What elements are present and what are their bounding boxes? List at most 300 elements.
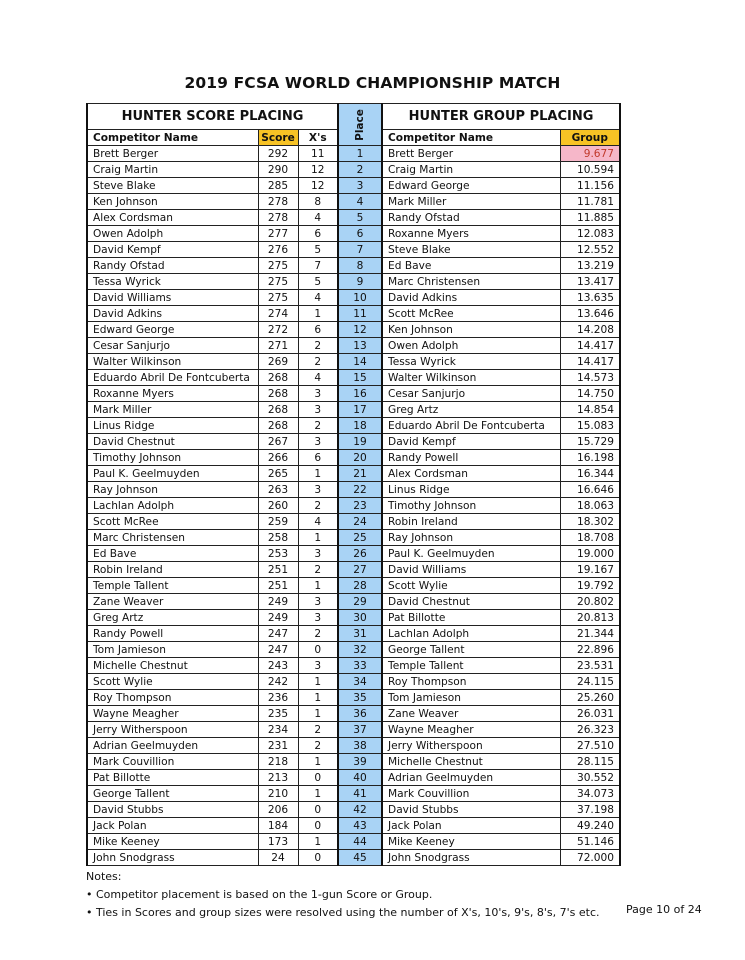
table-row [87,546,620,562]
score-value: 251 [258,562,298,578]
xs-value: 12 [298,162,338,178]
xs-value: 5 [298,242,338,258]
table-row [87,658,620,674]
xs-value: 6 [298,226,338,242]
score-competitor-name: Mark Miller [87,402,258,418]
score-competitor-name: David Adkins [87,306,258,322]
group-value: 20.813 [560,610,620,626]
group-value: 13.219 [560,258,620,274]
place-number: 43 [338,818,382,834]
results-body [87,146,620,866]
score-competitor-name: Scott McRee [87,514,258,530]
table-row [87,610,620,626]
xs-value: 4 [298,370,338,386]
group-competitor-name: Ray Johnson [382,530,560,546]
xs-value: 4 [298,210,338,226]
score-competitor-name: Paul K. Geelmuyden [87,466,258,482]
group-competitor-name: Pat Billotte [382,610,560,626]
group-competitor-name: David Kempf [382,434,560,450]
score-competitor-name: Brett Berger [87,146,258,162]
score-competitor-name: Scott Wylie [87,674,258,690]
score-value: 268 [258,370,298,386]
score-value: 206 [258,802,298,818]
place-label: Place [354,108,367,141]
score-value: 266 [258,450,298,466]
group-competitor-name: Eduardo Abril De Fontcuberta [382,418,560,434]
group-value: 49.240 [560,818,620,834]
xs-value: 4 [298,290,338,306]
group-competitor-name: Lachlan Adolph [382,626,560,642]
group-value: 11.781 [560,194,620,210]
group-competitor-name: Linus Ridge [382,482,560,498]
group-value: 34.073 [560,786,620,802]
score-competitor-name: David Kempf [87,242,258,258]
place-number: 19 [338,434,382,450]
table-row [87,642,620,658]
place-number: 34 [338,674,382,690]
score-value: 268 [258,386,298,402]
notes [86,868,599,922]
table-row [87,194,620,210]
group-value: 14.417 [560,338,620,354]
group-competitor-name: Mike Keeney [382,834,560,850]
xs-value: 3 [298,482,338,498]
xs-value: 1 [298,578,338,594]
xs-value: 1 [298,834,338,850]
xs-value: 1 [298,690,338,706]
table-row [87,818,620,834]
group-value: 13.635 [560,290,620,306]
score-value: 278 [258,194,298,210]
group-competitor-name: Mark Miller [382,194,560,210]
page-title: 2019 FCSA WORLD CHAMPIONSHIP MATCH [184,74,561,92]
place-number: 45 [338,850,382,866]
score-value: 213 [258,770,298,786]
score-value: 276 [258,242,298,258]
score-competitor-name: Michelle Chestnut [87,658,258,674]
group-value: 16.344 [560,466,620,482]
place-number: 25 [338,530,382,546]
group-competitor-name: Ed Bave [382,258,560,274]
score-value: 258 [258,530,298,546]
score-value: 271 [258,338,298,354]
score-competitor-name: Cesar Sanjurjo [87,338,258,354]
score-competitor-name: Pat Billotte [87,770,258,786]
group-competitor-name: George Tallent [382,642,560,658]
group-competitor-name: David Williams [382,562,560,578]
score-competitor-name: Steve Blake [87,178,258,194]
group-competitor-name: Marc Christensen [382,274,560,290]
page-number: Page 10 of 24 [626,903,702,916]
group-value: 23.531 [560,658,620,674]
group-competitor-name: Wayne Meagher [382,722,560,738]
table-row [87,162,620,178]
note-item: • Competitor placement is based on the 1-gun Score or Group. [86,888,433,901]
score-value: 285 [258,178,298,194]
xs-value: 1 [298,674,338,690]
group-competitor-name: John Snodgrass [382,850,560,866]
score-competitor-name: Jerry Witherspoon [87,722,258,738]
group-value: 19.167 [560,562,620,578]
group-value: 11.885 [560,210,620,226]
place-number: 39 [338,754,382,770]
table-row [87,242,620,258]
place-number: 23 [338,498,382,514]
table-row [87,626,620,642]
place-number: 42 [338,802,382,818]
group-competitor-name: Zane Weaver [382,706,560,722]
group-competitor-name: Randy Ofstad [382,210,560,226]
place-number: 13 [338,338,382,354]
group-competitor-name: David Chestnut [382,594,560,610]
table-row [87,722,620,738]
group-competitor-name: Walter Wilkinson [382,370,560,386]
group-value: 26.031 [560,706,620,722]
table-row [87,802,620,818]
xs-value: 3 [298,386,338,402]
group-value: 14.208 [560,322,620,338]
xs-value: 2 [298,722,338,738]
place-number: 12 [338,322,382,338]
group-value: 13.417 [560,274,620,290]
table-row [87,402,620,418]
xs-value: 2 [298,338,338,354]
score-competitor-name: Temple Tallent [87,578,258,594]
score-competitor-name: Randy Powell [87,626,258,642]
group-competitor-name: Jack Polan [382,818,560,834]
score-competitor-name: George Tallent [87,786,258,802]
place-number: 41 [338,786,382,802]
score-value: 218 [258,754,298,770]
table-row [87,226,620,242]
xs-value: 0 [298,642,338,658]
score-competitor-name: Craig Martin [87,162,258,178]
group-value: 21.344 [560,626,620,642]
group-competitor-name: Greg Artz [382,402,560,418]
table-row [87,594,620,610]
group-value: 37.198 [560,802,620,818]
group-competitor-name: Craig Martin [382,162,560,178]
score-value: 260 [258,498,298,514]
xs-value: 1 [298,786,338,802]
score-competitor-name: Robin Ireland [87,562,258,578]
table-row [87,450,620,466]
place-number: 22 [338,482,382,498]
xs-value: 0 [298,850,338,866]
score-competitor-name: Ed Bave [87,546,258,562]
group-value: 19.000 [560,546,620,562]
score-value: 269 [258,354,298,370]
place-number: 32 [338,642,382,658]
place-number: 9 [338,274,382,290]
table-row [87,178,620,194]
place-number: 24 [338,514,382,530]
place-number: 26 [338,546,382,562]
score-section-heading: HUNTER SCORE PLACING [87,104,338,130]
place-number: 11 [338,306,382,322]
score-value: 275 [258,274,298,290]
xs-value: 1 [298,530,338,546]
xs-value: 1 [298,706,338,722]
xs-value: 8 [298,194,338,210]
score-competitor-name: David Chestnut [87,434,258,450]
table-row [87,706,620,722]
score-competitor-name: Randy Ofstad [87,258,258,274]
group-competitor-name: Randy Powell [382,450,560,466]
xs-value: 1 [298,466,338,482]
place-number: 35 [338,690,382,706]
place-number: 8 [338,258,382,274]
xs-value: 3 [298,610,338,626]
score-col-score-header: Score [258,130,298,146]
group-value: 13.646 [560,306,620,322]
xs-value: 5 [298,274,338,290]
xs-value: 3 [298,546,338,562]
table-row [87,562,620,578]
group-value: 30.552 [560,770,620,786]
xs-value: 2 [298,562,338,578]
score-value: 249 [258,610,298,626]
place-number: 2 [338,162,382,178]
place-number: 31 [338,626,382,642]
score-competitor-name: Walter Wilkinson [87,354,258,370]
place-number: 30 [338,610,382,626]
place-number: 44 [338,834,382,850]
score-value: 242 [258,674,298,690]
score-value: 263 [258,482,298,498]
score-value: 24 [258,850,298,866]
table-row [87,530,620,546]
xs-value: 2 [298,626,338,642]
group-col-name-header: Competitor Name [382,130,560,146]
table-row [87,498,620,514]
place-number: 37 [338,722,382,738]
score-competitor-name: Jack Polan [87,818,258,834]
notes-heading: Notes: [86,870,122,883]
place-number: 15 [338,370,382,386]
place-number: 20 [338,450,382,466]
place-number: 28 [338,578,382,594]
group-value: 11.156 [560,178,620,194]
group-value: 14.417 [560,354,620,370]
place-number: 1 [338,146,382,162]
table-row [87,754,620,770]
place-column-header [338,104,382,146]
table-row [87,274,620,290]
group-competitor-name: David Adkins [382,290,560,306]
group-competitor-name: Steve Blake [382,242,560,258]
place-number: 3 [338,178,382,194]
table-row [87,290,620,306]
score-competitor-name: Adrian Geelmuyden [87,738,258,754]
group-value: 26.323 [560,722,620,738]
score-value: 231 [258,738,298,754]
group-value: 24.115 [560,674,620,690]
score-value: 267 [258,434,298,450]
group-competitor-name: Owen Adolph [382,338,560,354]
score-value: 277 [258,226,298,242]
place-number: 17 [338,402,382,418]
score-competitor-name: Tom Jamieson [87,642,258,658]
xs-value: 4 [298,514,338,530]
xs-value: 6 [298,450,338,466]
score-value: 265 [258,466,298,482]
group-competitor-name: Tom Jamieson [382,690,560,706]
group-value: 25.260 [560,690,620,706]
place-number: 29 [338,594,382,610]
group-competitor-name: Mark Couvillion [382,786,560,802]
score-competitor-name: Roy Thompson [87,690,258,706]
group-competitor-name: Roy Thompson [382,674,560,690]
score-value: 259 [258,514,298,530]
group-competitor-name: Cesar Sanjurjo [382,386,560,402]
group-value: 18.063 [560,498,620,514]
group-competitor-name: Ken Johnson [382,322,560,338]
score-value: 243 [258,658,298,674]
table-row [87,370,620,386]
score-value: 210 [258,786,298,802]
place-number: 40 [338,770,382,786]
group-competitor-name: Timothy Johnson [382,498,560,514]
place-number: 7 [338,242,382,258]
score-competitor-name: David Williams [87,290,258,306]
place-number: 18 [338,418,382,434]
xs-value: 11 [298,146,338,162]
score-competitor-name: Timothy Johnson [87,450,258,466]
group-value: 14.750 [560,386,620,402]
score-value: 235 [258,706,298,722]
xs-value: 0 [298,818,338,834]
group-competitor-name: David Stubbs [382,802,560,818]
table-row [87,690,620,706]
score-competitor-name: Eduardo Abril De Fontcuberta [87,370,258,386]
group-value: 9.677 [560,146,620,162]
place-number: 27 [338,562,382,578]
place-number: 36 [338,706,382,722]
place-number: 6 [338,226,382,242]
score-value: 274 [258,306,298,322]
score-value: 292 [258,146,298,162]
place-number: 5 [338,210,382,226]
score-competitor-name: Marc Christensen [87,530,258,546]
place-number: 16 [338,386,382,402]
table-row [87,850,620,866]
table-row [87,578,620,594]
xs-value: 12 [298,178,338,194]
table-row [87,482,620,498]
score-value: 173 [258,834,298,850]
group-value: 15.083 [560,418,620,434]
group-value: 14.854 [560,402,620,418]
xs-value: 2 [298,354,338,370]
xs-value: 2 [298,418,338,434]
score-competitor-name: Tessa Wyrick [87,274,258,290]
group-value: 15.729 [560,434,620,450]
group-competitor-name: Roxanne Myers [382,226,560,242]
xs-value: 6 [298,322,338,338]
group-col-group-header: Group [560,130,620,146]
table-row [87,338,620,354]
group-competitor-name: Alex Cordsman [382,466,560,482]
score-competitor-name: John Snodgrass [87,850,258,866]
group-competitor-name: Temple Tallent [382,658,560,674]
score-col-xs-header: X's [298,130,338,146]
note-item: • Ties in Scores and group sizes were resolved using the number of X's, 10's, 9's, 8's, 7's etc. [86,906,600,919]
place-number: 10 [338,290,382,306]
xs-value: 3 [298,402,338,418]
score-competitor-name: Alex Cordsman [87,210,258,226]
score-value: 184 [258,818,298,834]
group-value: 18.302 [560,514,620,530]
xs-value: 1 [298,754,338,770]
group-section-heading: HUNTER GROUP PLACING [382,104,620,130]
score-value: 251 [258,578,298,594]
group-value: 18.708 [560,530,620,546]
score-value: 249 [258,594,298,610]
xs-value: 1 [298,306,338,322]
xs-value: 3 [298,434,338,450]
score-competitor-name: David Stubbs [87,802,258,818]
score-value: 247 [258,626,298,642]
group-value: 12.552 [560,242,620,258]
score-competitor-name: Greg Artz [87,610,258,626]
score-competitor-name: Zane Weaver [87,594,258,610]
score-competitor-name: Mark Couvillion [87,754,258,770]
group-competitor-name: Michelle Chestnut [382,754,560,770]
score-col-name-header: Competitor Name [87,130,258,146]
group-value: 27.510 [560,738,620,754]
group-value: 22.896 [560,642,620,658]
score-competitor-name: Wayne Meagher [87,706,258,722]
score-value: 268 [258,402,298,418]
score-competitor-name: Lachlan Adolph [87,498,258,514]
table-row [87,322,620,338]
group-value: 72.000 [560,850,620,866]
table-row [87,306,620,322]
group-value: 14.573 [560,370,620,386]
score-value: 275 [258,290,298,306]
place-number: 21 [338,466,382,482]
score-value: 290 [258,162,298,178]
score-competitor-name: Roxanne Myers [87,386,258,402]
table-row [87,770,620,786]
score-competitor-name: Edward George [87,322,258,338]
table-row [87,738,620,754]
xs-value: 0 [298,802,338,818]
group-competitor-name: Brett Berger [382,146,560,162]
place-number: 14 [338,354,382,370]
score-value: 253 [258,546,298,562]
xs-value: 2 [298,498,338,514]
score-value: 234 [258,722,298,738]
group-competitor-name: Jerry Witherspoon [382,738,560,754]
xs-value: 3 [298,658,338,674]
group-competitor-name: Edward George [382,178,560,194]
group-value: 16.646 [560,482,620,498]
score-value: 247 [258,642,298,658]
table-row [87,146,620,162]
group-value: 12.083 [560,226,620,242]
score-competitor-name: Ray Johnson [87,482,258,498]
xs-value: 3 [298,594,338,610]
xs-value: 7 [298,258,338,274]
score-competitor-name: Owen Adolph [87,226,258,242]
group-competitor-name: Paul K. Geelmuyden [382,546,560,562]
table-row [87,258,620,274]
table-row [87,354,620,370]
table-row [87,210,620,226]
group-value: 28.115 [560,754,620,770]
